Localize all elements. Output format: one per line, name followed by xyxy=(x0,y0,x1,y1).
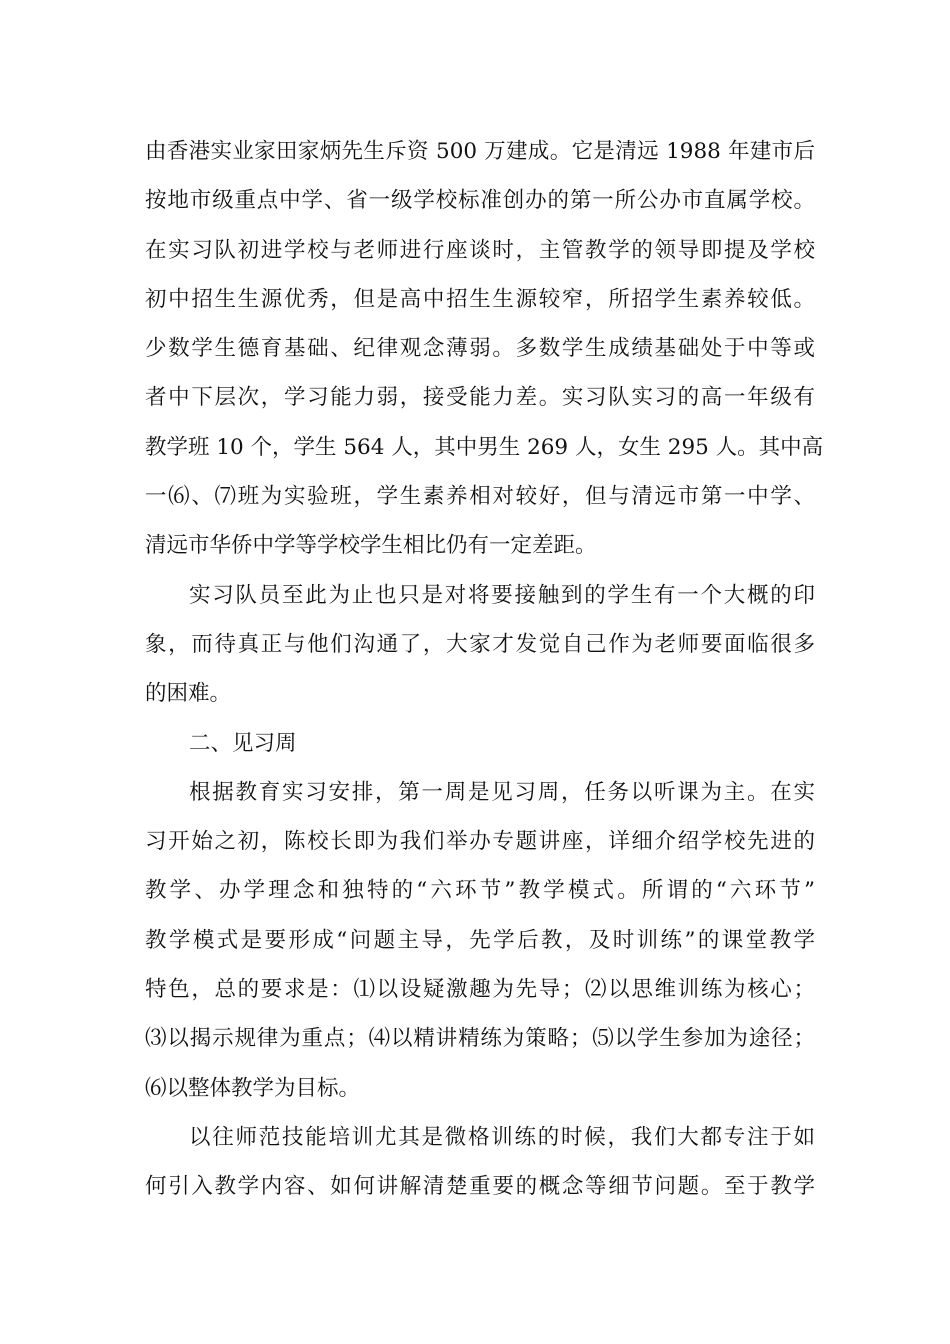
text-line: 习开始之初，陈校长即为我们举办专题讲座，详细介绍学校先进的 xyxy=(145,829,815,855)
text-line: 特色，总的要求是：⑴以设疑激趣为先导；⑵以思维训练为核心； xyxy=(145,977,815,1003)
text-line: 按地市级重点中学、省一级学校标准创办的第一所公办市直属学校。 xyxy=(145,188,815,214)
text-line: 的困难。 xyxy=(145,681,232,707)
text-line: 何引入教学内容、如何讲解清楚重要的概念等细节问题。至于教学 xyxy=(145,1174,815,1200)
body-text xyxy=(145,132,824,1217)
text-line: 者中下层次，学习能力弱，接受能力差。实习队实习的高一年级有 xyxy=(145,385,815,411)
text-line: 以往师范技能培训尤其是微格训练的时候，我们大都专注于如 xyxy=(189,1124,815,1150)
text-line: 一⑹、⑺班为实验班，学生素养相对较好，但与清远市第一中学、 xyxy=(145,484,815,510)
text-line: 教学模式是要形成“问题主导，先学后教，及时训练”的课堂教学 xyxy=(145,927,815,953)
text-line: 象，而待真正与他们沟通了，大家才发觉自己作为老师要面临很多 xyxy=(145,631,815,657)
text-line: 实习队员至此为止也只是对将要接触到的学生有一个大概的印 xyxy=(189,582,815,608)
text-line: 少数学生德育基础、纪律观念薄弱。多数学生成绩基础处于中等或 xyxy=(145,336,815,362)
text-line: ⑹以整体教学为目标。 xyxy=(145,1075,361,1101)
text-line: 清远市华侨中学等学校学生相比仍有一定差距。 xyxy=(145,533,597,559)
text-line: 初中招生生源优秀，但是高中招生生源较窄，所招学生素养较低。 xyxy=(145,286,815,312)
text-line: 教学班 10 个，学生 564 人，其中男生 269 人，女生 295 人。其中高 xyxy=(145,434,824,460)
text-line: 由香港实业家田家炳先生斥资 500 万建成。它是清远 1988 年建市后 xyxy=(145,139,815,164)
text-line: 根据教育实习安排，第一周是见习周，任务以听课为主。在实 xyxy=(189,779,815,805)
text-line: 教学、办学理念和独特的“六环节”教学模式。所谓的“六环节” xyxy=(145,878,815,904)
section-heading: 二、见习周 xyxy=(189,730,297,756)
text-line: 在实习队初进学校与老师进行座谈时，主管教学的领导即提及学校 xyxy=(145,237,815,263)
text-line: ⑶以揭示规律为重点；⑷以精讲精练为策略；⑸以学生参加为途径； xyxy=(145,1026,815,1052)
